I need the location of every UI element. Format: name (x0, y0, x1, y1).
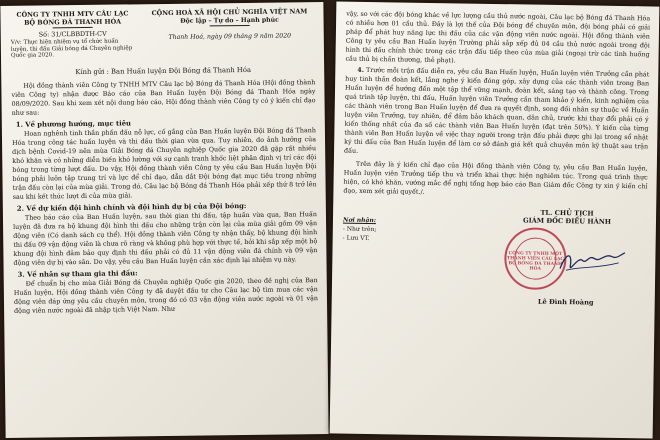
section-1-body: Hoan nghênh tinh thần phấn đấu nỗ lực, cố gắng của Ban Huấn luyện Đội Bóng đá Thanh Hóa trong công tác huấn luyện và thi đấu thời gian vừa qua. Tuy nhiên, do ảnh hưởng của dịch bệnh Covid-19 nên mùa Giải Bóng đá Chuyên nghiệp Quốc gia 2020 đã gặp rất nhiều khó khăn và có những diễn biến khó lường với sự cạnh tranh khốc liệt phân định vị trí các đội bóng trong từng lượt đấu. Do vậy, Hội đồng thành viên Công ty yêu cầu Ban Huấn luyện Đội bóng phải luôn tập trung trí và lực để chỉ đạo, dẫn dắt Đội bóng đạt mục tiêu trong những trận đấu còn lại của mùa giải. Trong đó, Câu lạc bộ Bóng đá Thanh Hóa phải xếp thứ 8 trở lên sau khi kết thúc lượt đi của mùa giải. (12, 127, 317, 201)
letter-page-1 (0, 2, 328, 438)
addressee-line: Kính gửi : Ban Huấn luyện Đội Bóng đá Thanh Hóa (75, 65, 252, 77)
issuer-block (10, 10, 135, 59)
section-3-heading: 3. Về nhân sự tham gia thi đấu: (17, 269, 138, 279)
letter-page-2 (330, 1, 660, 438)
motto-rule (210, 25, 250, 26)
national-header (144, 8, 315, 58)
document-number: Số: 31/CLBBDTH-CV (38, 29, 107, 39)
seal-text: CÔNG TY TNHH MỘT THÀNH VIÊN CÂU LẠC BỘ BÓNG ĐÁ THANH HÓA (506, 251, 564, 272)
recipient-item: - Như trên; (342, 225, 377, 234)
signature-area (342, 206, 647, 308)
intro-paragraph: Hội đồng thành viên Công ty TNHH MTV Câu lạc bộ Bóng đá Thanh Hóa (Hội đồng thành viên Công ty) nhận được Báo cáo của Ban Huấn luyện Đội Bóng đá Thanh Hóa ngày 08/09/2020. Sau khi xem xét nội dung báo cáo, Hội đồng thành viên Công ty có ý kiến chỉ đạo như sau: (11, 79, 316, 117)
section-2-body: Theo báo cáo của Ban Huấn luyện, sau thời gian thi đấu, tập huấn vừa qua, Ban Huấn luyện đã đưa ra bộ khung đội hình thi đấu cho những trận còn lại của mùa giải gồm 09 vận động viên (Có danh sách cụ thể). Hội đồng thành viên Công ty nhận thấy, bộ khung đội hình thi đấu 09 vận động viên là chưa rõ ràng và không phù hợp với thực tế, bởi khi sắp xếp một bộ khung đội hình đảm bảo quy định thi đấu phải có đủ 11 vận động viên đá chính và 09 vận động viên dự bị vào sân. Do vậy, yêu cầu Ban Huấn luyện cần xác định lại nhiệm vụ này. (13, 211, 318, 267)
section-4-paragraph (344, 66, 649, 161)
section-2-heading: 2. Về dự kiến đội hình chính và đội hình dự bị của Đội bóng: (16, 201, 247, 213)
header-rule (53, 27, 93, 28)
recipients-block (342, 216, 453, 305)
place-date: Thanh Hoá, ngày 09 tháng 9 năm 2020 (168, 32, 292, 41)
section-4-number: 4. (357, 66, 365, 74)
continued-paragraph: vậy, so với các đội bóng khác về lực lượng cầu thủ nước ngoài, Câu lạc bộ Bóng đá Thanh Hóa có nhiều hơn 01 cầu thủ. Đây là lợi thế của Đội bóng để chuyên môn, đội bóng phải có giải pháp để phát huy năng lực thi đấu của các vận động viên nước ngoài. Hội đồng thành viên Công ty yêu cầu Ban Huấn luyện Trường phải sắp xếp đủ 04 cầu thủ nước ngoài trong đội hình thi đấu chính thức trong các trận đấu tiếp theo của mùa giải (ngoại trừ các tình huống cầu thủ bị chấn thương, thẻ phạt). (345, 10, 651, 65)
letter-header (10, 8, 315, 60)
signer-title: GIÁM ĐỐC ĐIỀU HÀNH (522, 216, 612, 227)
handwritten-signature (556, 246, 626, 277)
signer-block (486, 208, 648, 308)
company-name: CÔNG TY TNHH MTV CÂU LẠC BỘ BÓNG ĐÁ THANH HÓA (16, 9, 129, 27)
document-subject: V/v: Thực hiện nhiệm vụ tổ chức huấn luyện, thi đấu Giải bóng đá Chuyên nghiệp Quốc gia 2020. (10, 38, 133, 60)
section-1-heading: 1. Về phương hướng, mục tiêu (15, 119, 132, 129)
nation-title: CỘNG HOÀ XÃ HỘI CHỦ NGHĨA VIỆT NAM (151, 7, 308, 18)
national-motto: Độc lập – Tự do – Hạnh phúc (180, 16, 279, 25)
section-3-body: Để chuẩn bị cho mùa Giải Bóng đá Chuyên nghiệp Quốc gia 2020, theo đề nghị của Ban Huấn luyện, Hội đồng thành viên Công ty đã duyệt đầu tư cho Câu lạc bộ tìm mua các vận động viên đáp ứng yêu cầu chuyên môn, trong đó có 03 vận động viên nước ngoài và 01 vận động viên nước ngoài đã nhập tịch Việt Nam. Như (13, 277, 319, 315)
signer-name: Lê Đình Hoàng (537, 297, 594, 307)
section-4-body: Trước mỗi trận đấu diễn ra, yêu cầu Ban Huấn luyện, Huấn luyện viên Trưởng cần phát huy tinh thần đoàn kết, lắng nghe ý kiến đóng góp, xây dựng của các thành viên trong Ban Huấn luyện để hướng đến một tập thể vững mạnh, đoàn kết, sáng tạo và thành công. Trong quá trình tập luyện, thi đấu, Huấn luyện viên Trưởng cần tham khảo ý kiến, kinh nghiệm của các thành viên trong Ban Huấn luyện để đưa ra quyết định, song đối nhân sự thuộc về Huấn luyện viên Trưởng, tuy nhiên, để đảm bảo khách quan, dân chủ, trước khi thay đổi phải có ý kiến thống nhất của đa số các thành viên Ban Huấn luyện (đạt trên 50%). Ý kiến của từng thành viên Ban Huấn luyện về việc thay người trong trận đấu phải được ghi lại trong sổ nhật ký thi đấu của Ban Huấn luyện để làm cơ sở đánh giá kết quả chuyên môn kỹ thuật sau trận đấu. (344, 66, 650, 155)
recipients-label: Nơi nhận: (342, 216, 377, 225)
seal-and-signature (486, 225, 647, 300)
closing-paragraph: Trên đây là ý kiến chỉ đạo của Hội đồng thành viên Công ty, yêu cầu Ban Huấn luyện, Huấn luyện viên Trưởng tiếp thu và triển khai thực hiện nghiêm túc. Trong quá trình thực hiện, có khó khăn, vướng mắc để nghị tổng hợp báo cáo Ban Giám đốc Công ty xin ý kiến chỉ đạo, xem xét giải quyết./. (343, 160, 648, 196)
recipient-item: - Lưu VT. (342, 234, 370, 243)
signer-authority: TL. CHỦ TỊCH (540, 208, 594, 218)
